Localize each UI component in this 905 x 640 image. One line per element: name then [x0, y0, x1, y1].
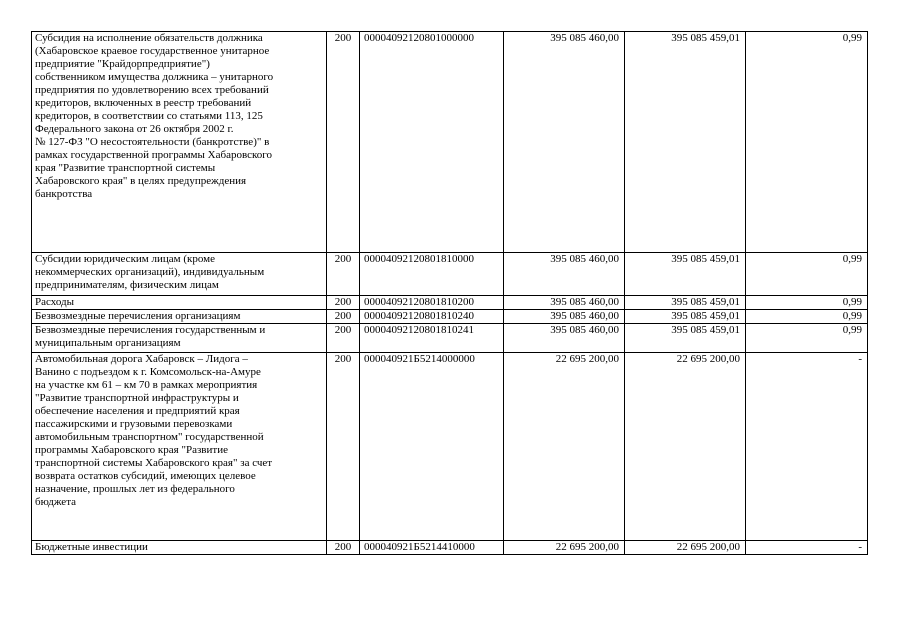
executed-amount-cell: 22 695 200,00 — [625, 353, 746, 541]
executed-amount-cell: 395 085 459,01 — [625, 324, 746, 353]
unexecuted-amount-cell: 0,99 — [746, 32, 868, 253]
line-code-cell: 200 — [327, 353, 360, 541]
approved-amount-cell: 395 085 460,00 — [504, 324, 625, 353]
unexecuted-amount-cell: 0,99 — [746, 253, 868, 296]
expense-name-cell: Субсидии юридическим лицам (кроме некоммерческих организаций), индивидуальным предпринимателям, физическим лицам — [32, 253, 327, 296]
classifier-code-cell: 000040921Б5214410000 — [360, 541, 504, 555]
table-row — [32, 310, 868, 324]
unexecuted-amount-cell: 0,99 — [746, 324, 868, 353]
classifier-code-cell: 00004092120801810200 — [360, 296, 504, 310]
table-row — [32, 353, 868, 541]
table-row — [32, 296, 868, 310]
line-code-cell: 200 — [327, 32, 360, 253]
unexecuted-amount-cell: - — [746, 353, 868, 541]
executed-amount-cell: 22 695 200,00 — [625, 541, 746, 555]
executed-amount-cell: 395 085 459,01 — [625, 253, 746, 296]
classifier-code-cell: 000040921Б5214000000 — [360, 353, 504, 541]
line-code-cell: 200 — [327, 541, 360, 555]
classifier-code-cell: 00004092120801810240 — [360, 310, 504, 324]
budget-execution-table — [31, 31, 868, 555]
classifier-code-cell: 00004092120801810000 — [360, 253, 504, 296]
expense-name-cell: Безвозмездные перечисления организациям — [32, 310, 327, 324]
table-row — [32, 32, 868, 253]
table-row — [32, 253, 868, 296]
expense-name-cell: Бюджетные инвестиции — [32, 541, 327, 555]
executed-amount-cell: 395 085 459,01 — [625, 310, 746, 324]
report-page — [31, 31, 868, 555]
approved-amount-cell: 395 085 460,00 — [504, 310, 625, 324]
executed-amount-cell: 395 085 459,01 — [625, 32, 746, 253]
unexecuted-amount-cell: 0,99 — [746, 310, 868, 324]
expense-name-cell: Автомобильная дорога Хабаровск – Лидога – Ванино с подъездом к г. Комсомольск-на-Амуре на участке км 61 – км 70 в рамках мероприятия "Развитие транспортной инфраструктуры и обеспечение населения и предприятий края пассажирскими и грузовыми перевозками автомобильным транспортном" государственной программы Хабаровского края "Развитие транспортной системы Хабаровского края" за счет возврата остатков субсидий, имеющих целевое назначение, прошлых лет из федерального бюджета — [32, 353, 327, 541]
approved-amount-cell: 395 085 460,00 — [504, 296, 625, 310]
line-code-cell: 200 — [327, 310, 360, 324]
classifier-code-cell: 00004092120801000000 — [360, 32, 504, 253]
line-code-cell: 200 — [327, 296, 360, 310]
approved-amount-cell: 22 695 200,00 — [504, 541, 625, 555]
approved-amount-cell: 395 085 460,00 — [504, 32, 625, 253]
line-code-cell: 200 — [327, 253, 360, 296]
expense-name-cell: Безвозмездные перечисления государственным и муниципальным организациям — [32, 324, 327, 353]
unexecuted-amount-cell: 0,99 — [746, 296, 868, 310]
table-row — [32, 324, 868, 353]
expense-name-cell: Расходы — [32, 296, 327, 310]
approved-amount-cell: 22 695 200,00 — [504, 353, 625, 541]
executed-amount-cell: 395 085 459,01 — [625, 296, 746, 310]
classifier-code-cell: 00004092120801810241 — [360, 324, 504, 353]
table-row — [32, 541, 868, 555]
approved-amount-cell: 395 085 460,00 — [504, 253, 625, 296]
unexecuted-amount-cell: - — [746, 541, 868, 555]
line-code-cell: 200 — [327, 324, 360, 353]
expense-name-cell: Субсидия на исполнение обязательств должника (Хабаровское краевое государственное унитарное предприятие "Крайдорпредприятие") собственником имущества должника – унитарного предприятия по удовлетворению всех требований кредиторов, включенных в реестр требований кредиторов, в соответствии со статьями 113, 125 Федерального закона от 26 октября 2002 г. № 127-ФЗ "О несостоятельности (банкротстве)" в рамках государственной программы Хабаровского края "Развитие транспортной системы Хабаровского края" в целях предупреждения банкротства — [32, 32, 327, 253]
